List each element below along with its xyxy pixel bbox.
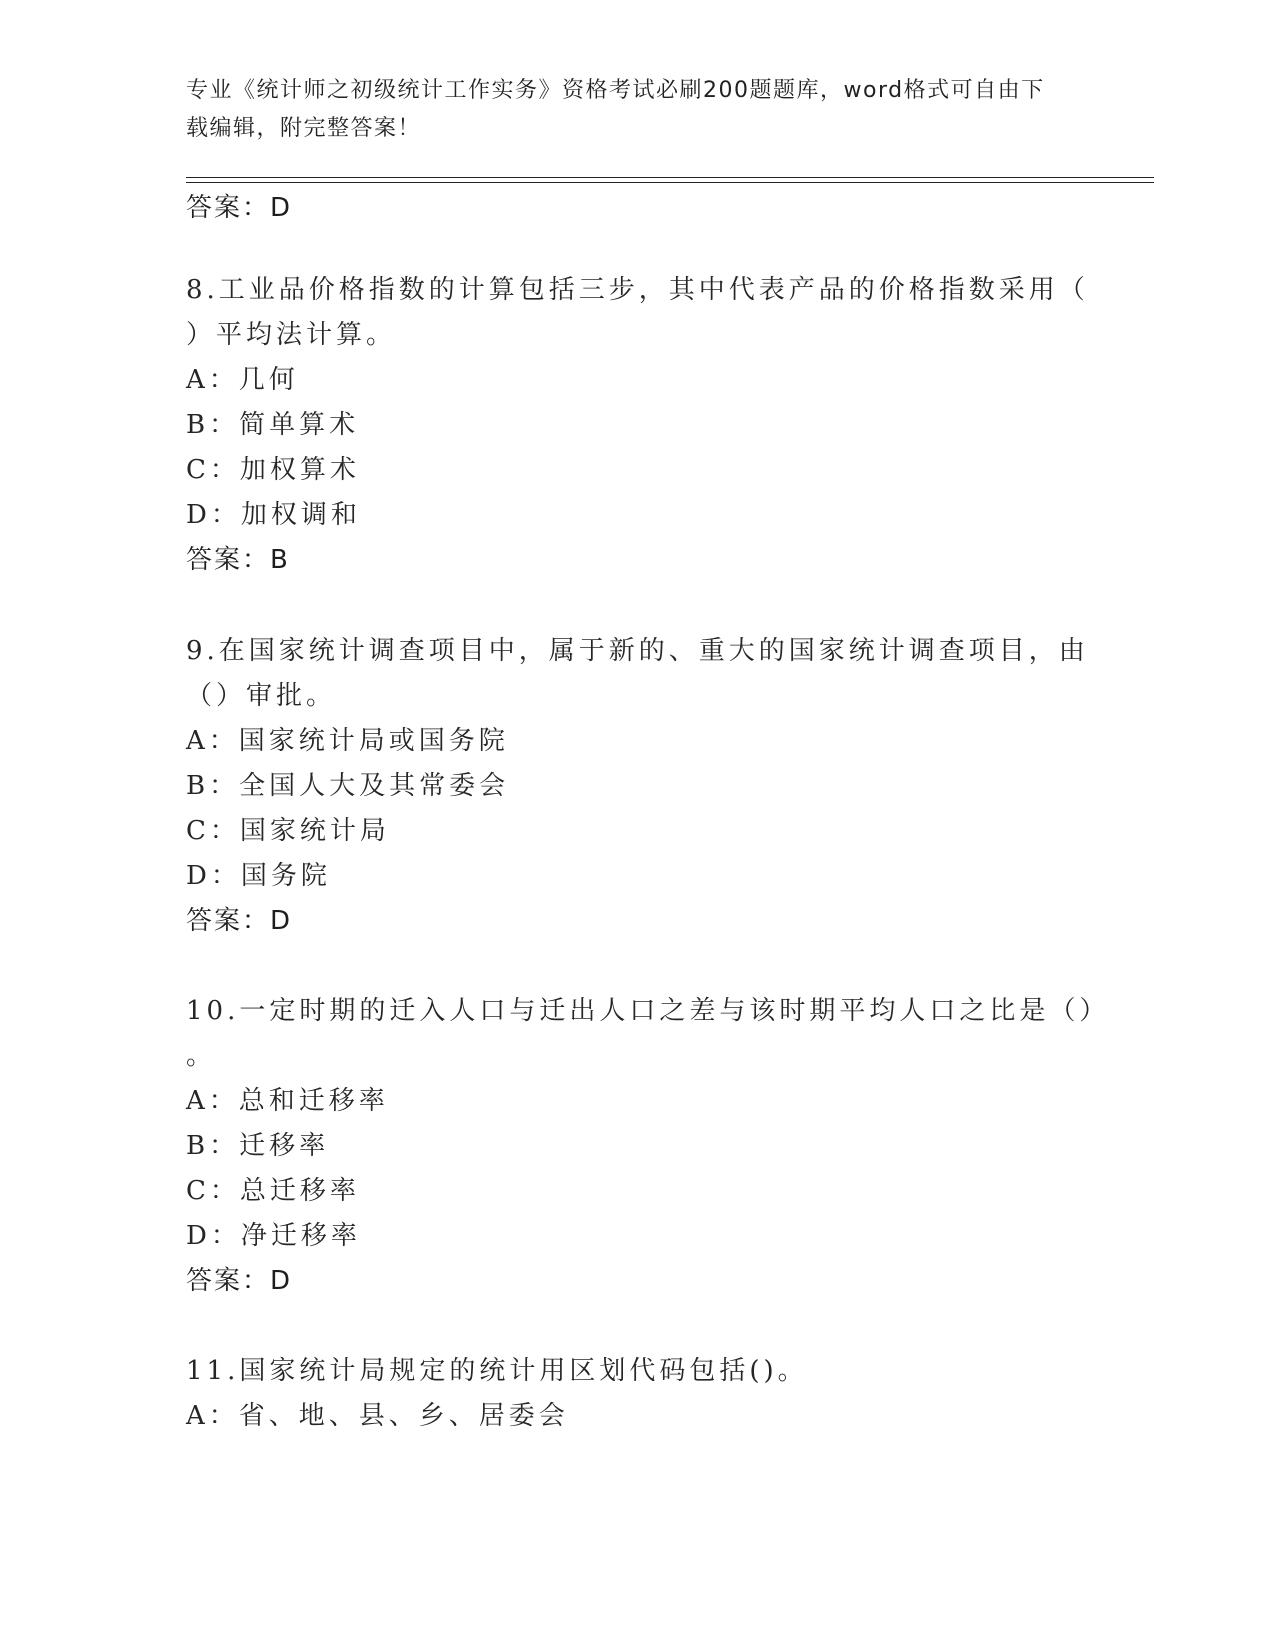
question-9-stem-line2: （）审批。 — [186, 681, 337, 711]
question-10-option-c: C：总迁移率 — [186, 1176, 360, 1206]
question-11-option-a: A：省、地、县、乡、居委会 — [186, 1401, 569, 1431]
header-divider-top — [186, 177, 1154, 178]
question-10-stem-line2: 。 — [186, 1041, 217, 1071]
question-10-option-d: D：净迁移率 — [186, 1221, 361, 1251]
question-9-stem-line1: 9.在国家统计调查项目中，属于新的、重大的国家统计调查项目，由 — [186, 636, 1089, 666]
question-8-option-d: D：加权调和 — [186, 500, 361, 530]
question-9-option-a: A：国家统计局或国务院 — [186, 726, 509, 756]
header-divider-bottom — [186, 182, 1154, 183]
question-8-answer: 答案：B — [186, 545, 290, 575]
question-10-stem-line1: 10.一定时期的迁入人口与迁出人口之差与该时期平均人口之比是（） — [186, 996, 1110, 1026]
question-9-option-b: B：全国人大及其常委会 — [186, 771, 510, 801]
question-8-option-a: A：几何 — [186, 365, 299, 395]
question-8-stem-line2: ）平均法计算。 — [186, 320, 397, 350]
question-8-option-c: C：加权算术 — [186, 455, 360, 485]
question-10-option-a: A：总和迁移率 — [186, 1086, 389, 1116]
question-10-option-b: B：迁移率 — [186, 1131, 330, 1161]
question-9-option-d: D：国务院 — [186, 861, 331, 891]
question-11-stem-line1: 11.国家统计局规定的统计用区划代码包括()。 — [186, 1356, 808, 1386]
previous-answer: 答案：D — [186, 193, 293, 223]
question-10-answer: 答案：D — [186, 1266, 293, 1296]
question-8-stem-line1: 8.工业品价格指数的计算包括三步，其中代表产品的价格指数采用（ — [186, 275, 1089, 305]
document-header: 专业《统计师之初级统计工作实务》资格考试必刷200题题库，word格式可自由下载编辑，附完整答案！ — [186, 78, 1045, 141]
question-9-option-c: C：国家统计局 — [186, 816, 390, 846]
question-9-answer: 答案：D — [186, 906, 293, 936]
question-8-option-b: B：简单算术 — [186, 410, 360, 440]
